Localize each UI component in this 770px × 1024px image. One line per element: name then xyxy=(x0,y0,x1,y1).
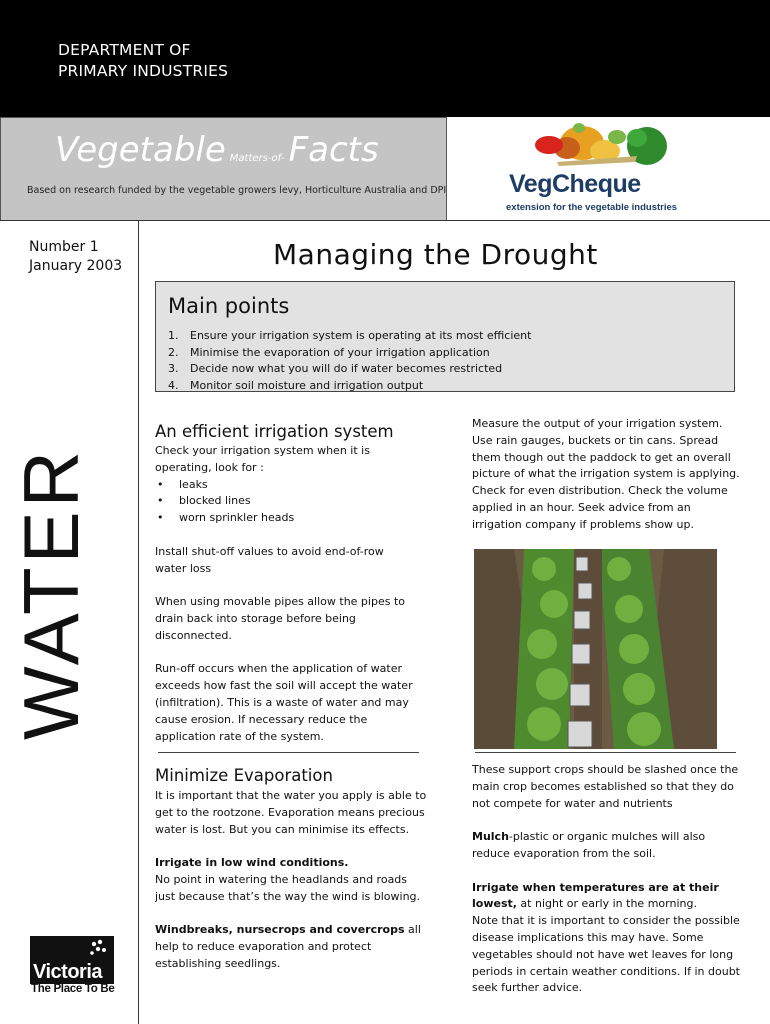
distribution-paragraph: Check for even distribution. Check the volume applied in an hour. Seek advice from an irrigation company if problems show up. xyxy=(472,484,728,531)
list-item: 1. Ensure your irrigation system is operating at its most efficient xyxy=(168,329,532,342)
check-list xyxy=(155,477,403,527)
list-item: • leaks xyxy=(155,477,403,494)
masthead-title-vegetable: Vegetable xyxy=(55,130,226,170)
measure-output-paragraph: Measure the output of your irrigation system. Use rain gauges, buckets or tin cans. Spread them though out the paddock to get an overall picture of what the irrigation system is applying. xyxy=(472,417,740,481)
shutoff-paragraph: Install shut-off values to avoid end-of-row water loss xyxy=(155,544,384,575)
vegcheque-tagline: extension for the vegetable industries xyxy=(506,202,678,213)
irrigate-temperature-paragraph: Irrigate when temperatures are at their lowest, at night or early in the morning. xyxy=(472,880,719,911)
efficient-intro: Check your irrigation system when it is operating, look for : xyxy=(155,444,370,474)
funding-note: Based on research funded by the vegetable growers levy, Horticulture Australia and DPI xyxy=(27,185,447,196)
masthead-title-facts: Facts xyxy=(288,130,379,170)
department-banner xyxy=(0,0,770,117)
evaporation-intro: It is important that the water you apply is able to get to the rootzone. Evaporation means precious water is lost. But you can minimise its effects. xyxy=(155,789,427,836)
masthead-title xyxy=(55,130,379,170)
victoria-logo xyxy=(30,936,114,984)
masthead-title-matters-of: Matters-of- xyxy=(229,153,285,164)
water-side-label: WATER xyxy=(7,447,95,740)
department-line-2: PRIMARY INDUSTRIES xyxy=(58,62,229,80)
efficient-irrigation-section xyxy=(155,443,413,745)
windbreaks-paragraph: Windbreaks, nursecrops and covercrops all help to reduce evaporation and protect establishing seedlings. xyxy=(155,923,421,970)
department-line-1: DEPARTMENT OF xyxy=(58,41,191,59)
page-title: Managing the Drought xyxy=(273,238,598,271)
main-points-heading: Main points xyxy=(168,294,290,318)
issue-number: Number 1 xyxy=(29,239,99,255)
main-points-list xyxy=(168,328,531,392)
list-item: 3. Decide now what you will do if water becomes restricted xyxy=(168,362,503,375)
right-section-divider xyxy=(475,752,736,753)
evaporation-section xyxy=(155,788,427,973)
measure-output-section xyxy=(472,416,744,534)
margin-rule xyxy=(138,221,139,1024)
efficient-irrigation-heading: An efficient irrigation system xyxy=(155,422,394,441)
list-item: • blocked lines xyxy=(155,493,403,510)
list-item: • worn sprinkler heads xyxy=(155,510,403,527)
issue-info xyxy=(29,238,122,276)
mulch-paragraph: Mulch-plastic or organic mulches will also reduce evaporation from the soil. xyxy=(472,830,706,860)
support-crops-paragraph: These support crops should be slashed once the main crop becomes established so that they do not compete for water and nutrients xyxy=(472,763,739,810)
support-crops-section xyxy=(472,762,744,997)
movable-pipes-paragraph: When using movable pipes allow the pipes to drain back into storage before being disconnected. xyxy=(155,595,405,642)
main-points-box xyxy=(155,281,735,392)
list-item: 2. Minimise the evaporation of your irrigation application xyxy=(168,345,490,359)
minimize-evaporation-heading: Minimize Evaporation xyxy=(155,766,333,785)
runoff-paragraph: Run-off occurs when the application of water exceeds how fast the soil will accept the water (infiltration). This is a waste of water and may cause erosion. If necessary reduce the application rate of the system. xyxy=(155,662,413,743)
irrigation-field-photo xyxy=(474,549,717,749)
victoria-logo-word: Victoria xyxy=(33,961,102,983)
header-rule xyxy=(0,220,770,221)
victoria-tagline: The Place To Be xyxy=(31,983,115,995)
issue-date: January 2003 xyxy=(29,258,123,274)
disease-note-paragraph: Note that it is important to consider the possible disease implications this may have. Some vegetables should not have wet leaves for long periods in certain weather conditions. If in doubt seek further advice. xyxy=(472,914,740,995)
vegcheque-logo-text: VegCheque xyxy=(509,170,641,198)
left-section-divider xyxy=(158,752,419,753)
list-item: 4. Monitor soil moisture and irrigation output xyxy=(168,378,424,392)
low-wind-paragraph: Irrigate in low wind conditions. No point in watering the headlands and roads just because that’s the way the wind is blowing. xyxy=(155,856,421,903)
